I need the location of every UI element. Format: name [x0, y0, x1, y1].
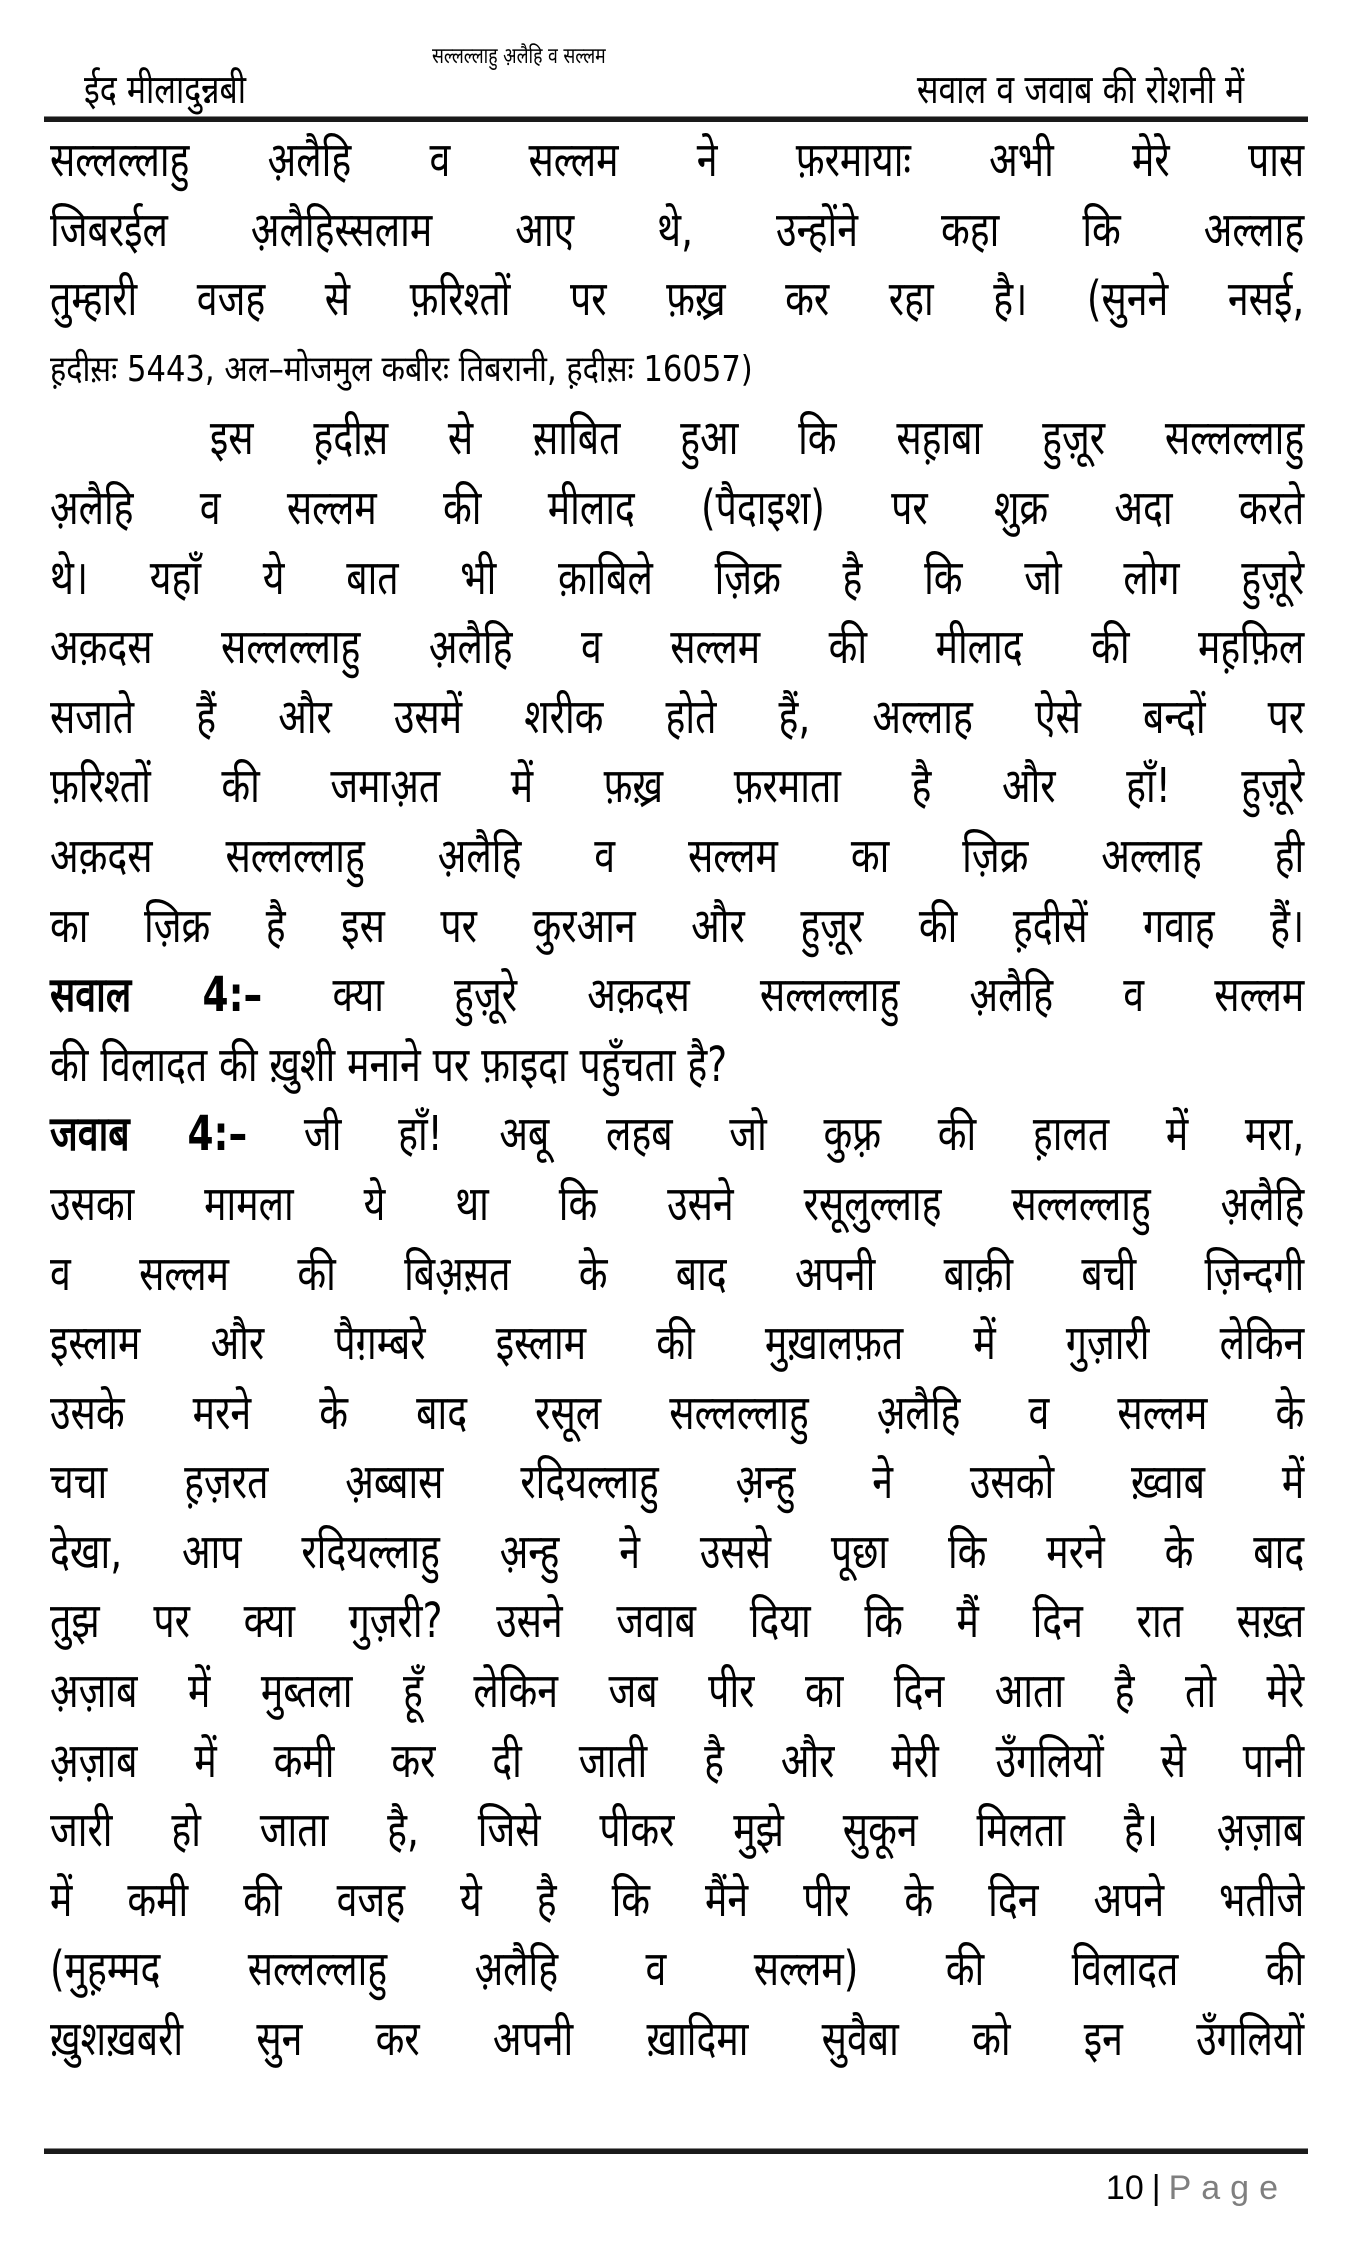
text-line: जिबरईल अ़लैहिस्सलाम आए थे, उन्होंने कहा कि अल्लाह	[50, 201, 1305, 258]
paragraph-first-line: इस ह़दीस़ से स़ाबित हुआ कि सह़ाबा हुज़ूर सल्लल्लाहु	[209, 410, 1305, 467]
answer-text: जी हाँ! अबू लहब जो कुफ़्र की ह़ालत में मरा,	[303, 1106, 1305, 1163]
text-line: तुम्हारी वजह से फ़रिश्तों पर फ़ख़्र कर रहा है। (सुनने नसई,	[50, 271, 1305, 328]
text-line: जारी हो जाता है, जिसे पीकर मुझे सुकून मिलता है। अ़ज़ाब	[50, 1802, 1305, 1859]
text-line: उसके मरने के बाद रसूल सल्लल्लाहु अ़लैहि व सल्लम के	[50, 1384, 1305, 1441]
header-title-left: ईद मीलादुन्नबी	[84, 67, 247, 113]
text-line: चचा ह़ज़रत अ़ब्बास रदियल्लाहु अ़न्हु ने उसको ख़्वाब में	[50, 1454, 1305, 1511]
text-line: अ़लैहि व सल्लम की मीलाद (पैदाइश) पर शुक्र अदा करते	[50, 479, 1305, 536]
answer-label: जवाब 4:–	[50, 1106, 248, 1163]
text-line: अ़ज़ाब में मुब्तला हूँ लेकिन जब पीर का दिन आता है तो मेरे	[50, 1663, 1305, 1720]
text-line: सल्लल्लाहु अ़लैहि व सल्लम ने फ़रमायाः अभी मेरे पास	[50, 132, 1305, 188]
text-line: देखा, आप रदियल्लाहु अ़न्हु ने उससे पूछा कि मरने के बाद	[50, 1523, 1305, 1580]
citation-line: ह़दीस़ः 5443, अल–मोजमुल कबीरः तिबरानी, ह़दीस़ः 16057)	[50, 348, 753, 390]
question-label: सवाल 4:–	[50, 967, 263, 1024]
text-line: सजाते हैं और उसमें शरीक होते हैं, अल्लाह ऐसे बन्दों पर	[50, 688, 1305, 745]
text-line: की विलादत की ख़ुशी मनाने पर फ़ाइदा पहुँचता है?	[50, 1036, 728, 1093]
footer-divider	[44, 2148, 1308, 2154]
page-label: Page	[1168, 2169, 1288, 2207]
header-title-superscript: सल्लल्लाहु अ़लैहि व सल्लम	[432, 44, 606, 69]
text-line: व सल्लम की बिअ़स़त के बाद अपनी बाक़ी बची ज़िन्दगी	[50, 1245, 1305, 1302]
question-text: क्या हुज़ूरे अक़दस सल्लल्लाहु अ़लैहि व सल्लम	[332, 967, 1305, 1024]
text-line: तुझ पर क्या गुज़री? उसने जवाब दिया कि मैं दिन रात सख़्त	[50, 1593, 1305, 1650]
answer-line	[50, 1100, 1304, 1170]
question-line	[50, 961, 1304, 1031]
text-line: अक़दस सल्लल्लाहु अ़लैहि व सल्लम की मीलाद की मह़फ़िल	[50, 619, 1305, 676]
header-title-right: सवाल व जवाब की रोशनी में	[916, 67, 1244, 113]
page-number: 10	[1105, 2169, 1144, 2207]
footer-separator: |	[1151, 2169, 1161, 2207]
text-line: अक़दस सल्लल्लाहु अ़लैहि व सल्लम का ज़िक्र अल्लाह ही	[50, 827, 1305, 884]
page-footer	[1106, 2166, 1288, 2210]
text-line: उसका मामला ये था कि उसने रसूलुल्लाह सल्लल्लाहु अ़लैहि	[50, 1175, 1305, 1232]
text-line: में कमी की वजह ये है कि मैंने पीर के दिन अपने भतीजे	[50, 1871, 1305, 1928]
text-line: अ़ज़ाब में कमी कर दी जाती है और मेरी उँगलियों से पानी	[50, 1732, 1305, 1789]
running-header	[44, 40, 1306, 116]
text-line: इस्लाम और पैग़म्बरे इस्लाम की मुख़ालफ़त में गुज़ारी लेकिन	[50, 1315, 1305, 1372]
text-line: फ़रिश्तों की जमाअ़त में फ़ख़्र फ़रमाता है और हाँ! हुज़ूरे	[50, 758, 1305, 815]
header-divider	[44, 116, 1308, 122]
text-line: का ज़िक्र है इस पर कुरआन और हुज़ूर की ह़दीसें गवाह हैं।	[50, 897, 1305, 954]
text-line: थे। यहाँ ये बात भी क़ाबिले ज़िक्र है कि जो लोग हुज़ूरे	[50, 549, 1305, 606]
text-line: ख़ुशख़बरी सुन कर अपनी ख़ादिमा सुवैबा को इन उँगलियों	[50, 2011, 1305, 2068]
page-body	[50, 126, 1304, 2075]
text-line: (मुह़म्मद सल्लल्लाहु अ़लैहि व सल्लम) की विलादत की	[50, 1941, 1305, 1998]
